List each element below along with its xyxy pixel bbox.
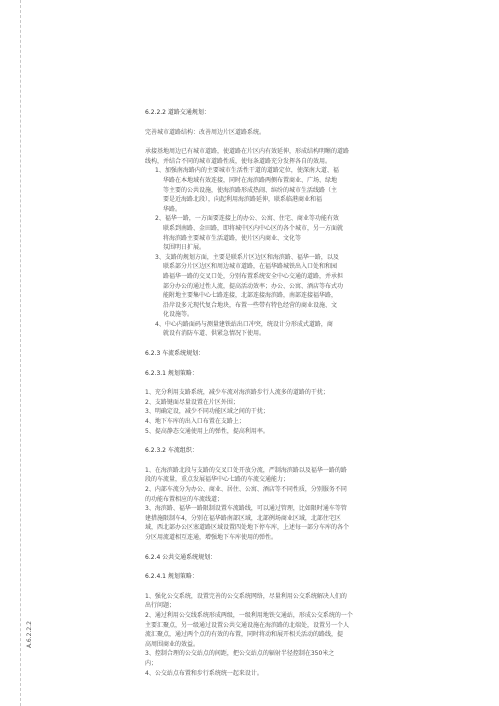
body-line: 完善城市道路结构：改善周边片区道路系统。	[145, 128, 266, 136]
section-heading: 6.2.4 公共交通系统规划：	[145, 553, 217, 561]
body-line: 域，西北部办公区塞道路区域设置四处地下停车库，上述每一部分车库的各个	[145, 524, 350, 532]
body-line: 3、支路的规划方面，主要是联系片区边区和海滨路、福华一路，以及	[155, 253, 339, 261]
body-line: 要是近海路北段），向起利用海滨路延伸，联系临港商业和福	[163, 196, 323, 204]
body-line: 4、地下车库的出入口布置在支路上；	[145, 418, 245, 426]
body-line: 分区用流道相互连通，增强地下车库使用的弹性。	[145, 533, 278, 541]
spacer	[145, 456, 405, 466]
spacer	[145, 137, 405, 147]
body-line: 沿岸设多元现代复合地块，布置一些带有特色经营的商业设施、文	[163, 301, 338, 309]
body-line: 3、明确定设，减少不同功能区域之间的干扰；	[145, 408, 269, 416]
body-line: 段的车流量，重点发展福华中心七路的车流交通能力；	[145, 476, 290, 484]
body-line: 能附地主要集中心七路连接，北部连接海滨路，南部连接福华路，	[163, 292, 338, 300]
body-line: 氛围明日扩展。	[163, 244, 206, 252]
spacer	[145, 582, 405, 592]
body-line: 2、通过利用公交线系统形成两级，一级利用地铁交通站，形成公交系统的一个	[145, 611, 353, 619]
body-line: 承接基地周边已有城市道路，使道路在片区内有效延伸，形成结构明晰的道路	[145, 148, 350, 156]
body-line: 华路。	[163, 205, 182, 213]
body-line: 1、强化公交系统，设置完善的公交系统网络，尽量利用公交系统解决人们的	[145, 592, 347, 600]
body-line: 联系到南路、金田路，即将城中区内中心区的各个城市，另一方面就	[163, 224, 344, 232]
body-line: 线构，并结合不同的城市道路性质，使每条道路充分发挥各自的效用。	[145, 157, 332, 165]
spacer	[145, 359, 405, 369]
spacer	[145, 562, 405, 572]
body-line: 5、提高静态交通使用上的弹性，提高利用率。	[145, 427, 269, 435]
section-heading: 6.2.3.2 车流组织：	[145, 447, 198, 455]
body-line: 就设有消防车道、供紧急情况下使用。	[163, 330, 266, 338]
body-line: 流汇聚点，通过两个点的有效的布置，同时将动和展开相关活动的路线，提	[145, 631, 344, 639]
spacer	[145, 436, 405, 446]
body-line: 2、内部车流分为办公、商业、居住、公寓、酒店等不同性质，分别服务不同	[145, 486, 347, 493]
body-line: 的功能布置相应的车流线道；	[145, 495, 224, 503]
body-line: 3、海滨路、福华一路限制设置车流路线，可以通过管理，比如限时通车等管	[145, 505, 347, 513]
body-line: 部分办公的通过性人流，提高活动效率；办公、公寓、酒店等布式功	[163, 282, 344, 290]
section-heading: 6.2.4.1 规划策略：	[145, 573, 198, 581]
body-line: 主要汇聚点，另一级通过设置公共交通设施在海滨路的北端处，设置另一个人	[145, 621, 350, 629]
body-line: 等主要的公共设施，使海滨路形成热闹、缤纷的城市生活线路（主	[163, 186, 338, 194]
binding-dashed-line	[20, 0, 21, 706]
spacer	[145, 118, 405, 128]
body-line: 建措施限制车4，分别在福华路南部区域，北部例场商业区域，北部住宅区	[145, 514, 341, 522]
section-heading: 6.2.2.2 道路交通规划：	[145, 109, 210, 116]
section-heading: 6.2.3 车流系统规划：	[145, 350, 205, 358]
body-line: 路福华一路的交叉口处，分别布置系统安全中心交通的道路，并承担	[163, 272, 344, 280]
body-line: 内；	[145, 659, 158, 667]
document-body	[145, 108, 405, 678]
body-line: 1、充分利用支路系统，减少车流对海滨路步行人流多的道路的干扰；	[145, 389, 329, 397]
body-line: 1、加强南海路内的主要城市生活性干道的道路定位，使深南大道、福	[155, 167, 339, 175]
body-line: 1、在海滨路北段与支路的交叉口处开放分流，严制海滨路以及福华一路的路	[145, 466, 347, 474]
body-line: 4、公交站点布置和步行系统统一起来设计。	[145, 669, 263, 677]
body-line: 3、控制合理的公交站点的间距，把公交站点的辐射半径控制在350米之	[145, 650, 335, 658]
spacer	[145, 543, 405, 553]
section-heading: 6.2.3.1 规划策略：	[145, 369, 198, 377]
body-line: 2、福华一路，一方面要连接上的办公、公寓、住宅、商业等功能有效	[155, 215, 339, 223]
spacer	[145, 378, 405, 388]
body-line: 出行问题；	[145, 602, 176, 610]
body-line: 将海滨路主要城市生活道路，使片区内商业、文化等	[163, 234, 302, 242]
spacer	[145, 339, 405, 349]
body-line: 联系部分片区边区和周边城市道路，在福华路城铁出入口处和和园	[163, 263, 338, 271]
body-line: 高周围商业的效益。	[145, 640, 200, 648]
body-line: 2、支路键面尽量设置在片区外围；	[145, 398, 239, 406]
side-page-code: A.6.2.2.2	[26, 621, 33, 648]
body-line: 4、中心内路面码与测量建铁站出口冲突，统设计分形成式道路，商	[155, 320, 333, 328]
body-line: 化设施等。	[163, 311, 194, 319]
body-line: 华路在本地域有效连接，同时在海滨路两侧布置商业、广场、绿地	[163, 176, 338, 184]
